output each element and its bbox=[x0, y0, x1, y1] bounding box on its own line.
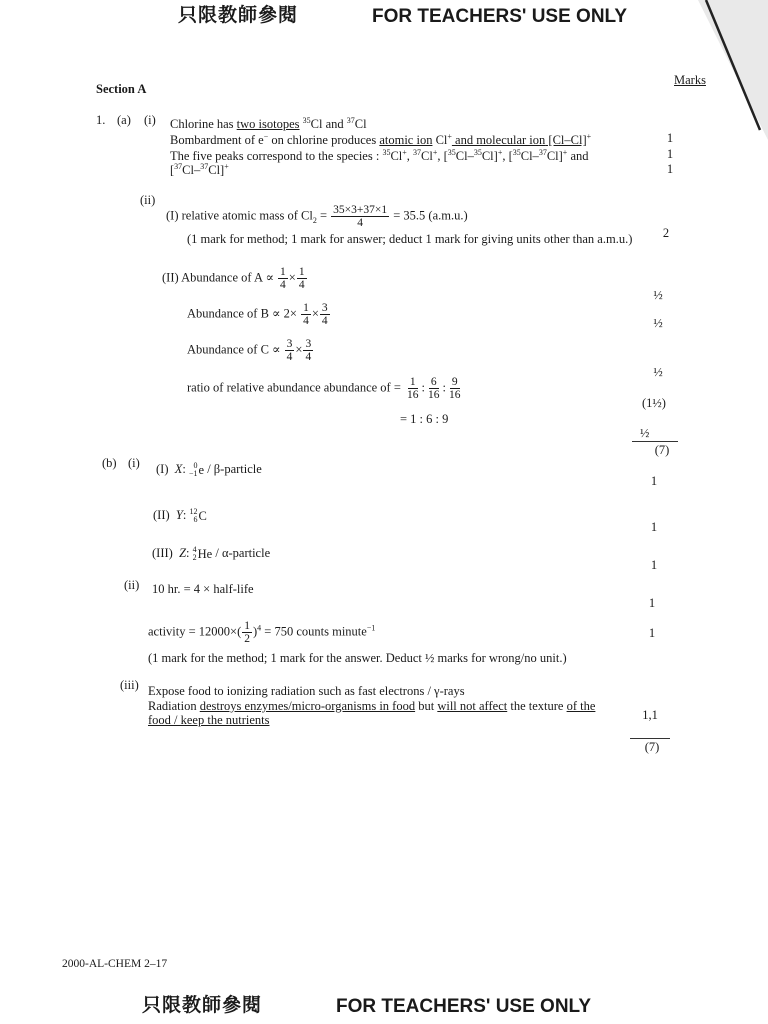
total-rule bbox=[632, 441, 678, 442]
q1aii-ratio: ratio of relative abundance abundance of = $\frac{1}{16}$ : $\frac{6}{16}$ : $\frac{9}{16}$ bbox=[187, 376, 461, 402]
mark: 1 bbox=[648, 596, 656, 610]
section-total: (7) bbox=[644, 740, 660, 754]
header-cjk: 只限教師參閱 bbox=[178, 4, 299, 26]
part-a-label: (a) bbox=[117, 113, 131, 127]
q1a-line1: Chlorine has two isotopes $^{35}$Cl and $^{37}$Cl bbox=[170, 116, 367, 132]
q1b-iii-line3: food / keep the nutrients bbox=[148, 713, 270, 727]
footer-cjk: 只限教師參閱 bbox=[142, 994, 263, 1016]
mark: 2 bbox=[662, 226, 670, 240]
mark: 1 bbox=[650, 474, 658, 488]
mark: 1 bbox=[650, 520, 658, 534]
header-title: FOR TEACHERS' USE ONLY bbox=[372, 6, 628, 27]
mark: 1 bbox=[648, 626, 656, 640]
part-i-label: (i) bbox=[144, 113, 156, 127]
q1aii-II-C: Abundance of C ∝ $\frac{3}{4}$ × $\frac{3}{4}$ bbox=[187, 338, 312, 364]
mark: ½ bbox=[653, 316, 663, 330]
mark: 1 bbox=[666, 147, 674, 161]
q1aii-note: (1 mark for method; 1 mark for answer; deduct 1 mark for giving units other than a.m.u.) bbox=[187, 232, 633, 246]
mark: 1 bbox=[666, 162, 674, 176]
q1b-I: (I) X: 0 −1 e / β-particle bbox=[156, 461, 262, 479]
mark: 1,1 bbox=[642, 708, 658, 722]
q1b-activity-note: (1 mark for the method; 1 mark for the answer. Deduct ½ marks for wrong/no unit.) bbox=[148, 651, 567, 665]
marks-heading: Marks bbox=[674, 73, 706, 87]
part-iii-label: (iii) bbox=[120, 678, 139, 692]
q1b-iii-line1: Expose food to ionizing radiation such as fast electrons / γ-rays bbox=[148, 684, 465, 698]
mark: 1 bbox=[650, 558, 658, 572]
q1b-III: (III) Z: 4 2 He / α-particle bbox=[152, 545, 271, 563]
q1b-iii-line2: Radiation destroys enzymes/micro-organisms in food but will not affect the texture of the bbox=[148, 699, 596, 713]
part-i-label: (i) bbox=[128, 456, 140, 470]
q1aii-II-A: (II) Abundance of A ∝ $\frac{1}{4}$ × $\frac{1}{4}$ bbox=[162, 266, 305, 292]
scan-corner-shadow bbox=[698, 0, 768, 140]
section-total: (7) bbox=[654, 443, 670, 457]
q1aii-ratio-result: = 1 : 6 : 9 bbox=[400, 412, 449, 426]
footer-code: 2000-AL-CHEM 2–17 bbox=[62, 958, 168, 970]
q1aii-I: (I) relative atomic mass of $Cl_2$ = $\frac{35\times 3+37\times 1}{4}$ = 35.5 (a.m.u.) bbox=[166, 204, 468, 230]
mark: 1 bbox=[666, 131, 674, 145]
q1b-II: (II) Y: 12 6 C bbox=[153, 507, 207, 525]
q1b-activity: activity = 12000×( $\frac{1}{2}$ )$^4$ = 750 counts minute$^{-1}$ bbox=[148, 620, 376, 646]
mark: ½ bbox=[653, 365, 663, 379]
mark: (1½) bbox=[642, 396, 666, 410]
footer-title: FOR TEACHERS' USE ONLY bbox=[336, 996, 592, 1017]
q1a-line3: The five peaks correspond to the species : $^{35}$Cl+, $^{37}$Cl+, [$^{35}$Cl–$^{35}$Cl]+, [$^{35}$Cl–$^{37}$Cl]+ and bbox=[170, 148, 589, 164]
q1a-line4: [$^{37}$Cl–$^{37}$Cl]+ bbox=[170, 162, 229, 178]
total-rule bbox=[630, 738, 670, 739]
mark-half: ½ bbox=[640, 426, 650, 440]
part-ii-label: (ii) bbox=[140, 193, 156, 207]
mark: ½ bbox=[653, 288, 663, 302]
section-title: Section A bbox=[96, 82, 147, 96]
q1a-line2: Bombardment of e− on chlorine produces atomic ion Cl+ and molecular ion [Cl–Cl]+ bbox=[170, 132, 592, 148]
part-b-label: (b) bbox=[102, 456, 117, 470]
part-ii-label: (ii) bbox=[124, 578, 140, 592]
q1aii-II-B: Abundance of B ∝ 2× $\frac{1}{4}$ × $\frac{3}{4}$ bbox=[187, 302, 328, 328]
q1b-ii-text: 10 hr. = 4 × half-life bbox=[152, 582, 254, 596]
q-number: 1. bbox=[96, 113, 106, 127]
